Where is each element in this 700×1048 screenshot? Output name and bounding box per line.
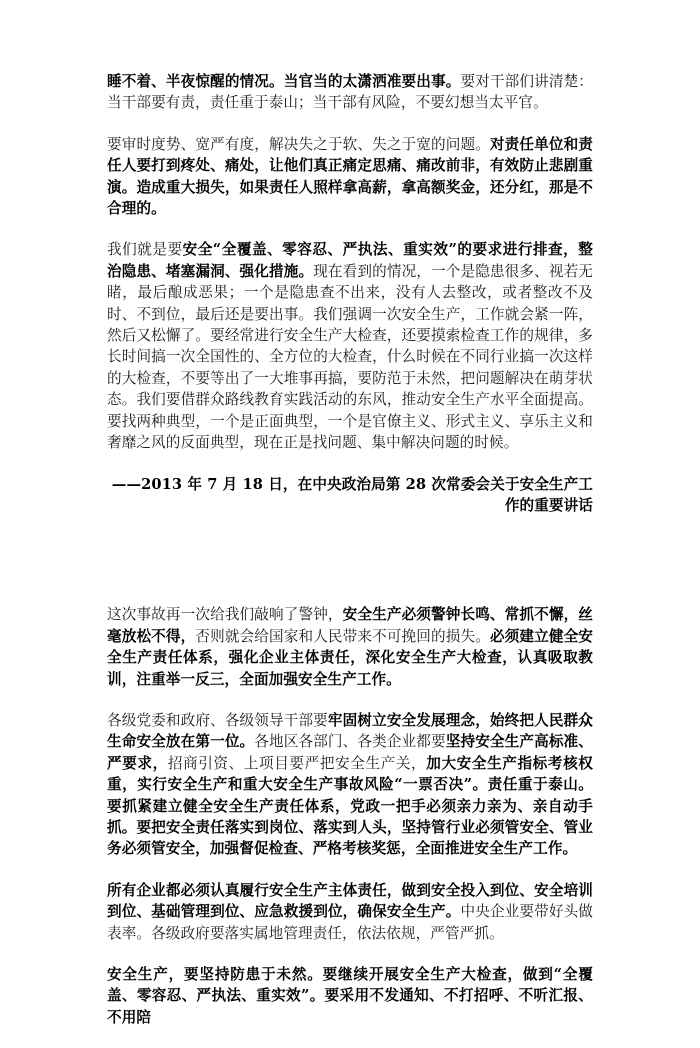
paragraph <box>107 604 593 690</box>
body-text: 否则就会给国家和人民带来不可挽回的损失。 <box>195 627 490 645</box>
emphasized-text: 必须建立健全安全生产责任体系，强化企业主体责任，深化安全生产大检查，认真吸取教训，注重举一反三，全面加强安全生产工作。 <box>107 627 593 688</box>
paragraph <box>107 239 593 453</box>
paragraph <box>107 71 593 114</box>
emphasized-text: 对责任单位和责任人要打到疼处、痛处，让他们真正痛定思痛、痛改前非，有效防止悲剧重演。造成重大损失，如果责任人照样拿高薪，拿高额奖金，还分红，那是不合理的。 <box>107 135 593 218</box>
body-text: 各级党委和政府、各级领导干部要 <box>107 711 328 729</box>
emphasized-text: 安全生产，要坚持防患于未然。要继续开展安全生产大检查，做到“全覆盖、零容忍、严执法、重实效”。要采用不发通知、不打招呼、不听汇报、不用陪 <box>107 966 593 1026</box>
speech-attribution: ——2013 年 7 月 18 日，在中央政治局第 28 次常委会关于安全生产工作的重要讲话 <box>111 475 593 514</box>
document-page <box>107 71 593 1048</box>
paragraph <box>107 710 593 860</box>
emphasized-text: 加大安全生产指标考核权重，实行安全生产和重大安全生产事故风险“一票否决”。责任重于泰山。要抓紧建立健全安全生产责任体系，党政一把手必须亲力亲为、亲自动手抓。要把安全责任落实到岗位、落实到人头，坚持管行业必须管安全、管业务必须管安全，加强督促检查、严格考核奖惩，全面推进安全生产工作。 <box>107 754 593 858</box>
paragraph <box>107 964 593 1028</box>
paragraph <box>107 134 593 220</box>
emphasized-text: 睡不着、半夜惊醒的情况。当官当的太潇洒准要出事。 <box>107 73 461 90</box>
emphasized-text: 所有企业都必须认真履行安全生产主体责任，做到安全投入到位、安全培训到位、基础管理到位、应急救援到位，确保安全生产。 <box>107 881 593 921</box>
emphasized-text: 牢固树立安全发展理念，始终把人民群众生命安全放在第一位。 <box>107 711 593 751</box>
emphasized-text: 安全“全覆盖、零容忍、严执法、重实效”的要求进行排查，整治隐患、堵塞漏洞、强化措施。 <box>107 241 593 280</box>
body-text: 我们就是要 <box>107 241 183 259</box>
body-text: 要对干部们讲清楚：当干部要有责，责任重于泰山；当干部有风险，不要幻想当太平官。 <box>107 73 594 112</box>
body-text: 要审时度势、宽严有度，解决失之于软、失之于宽的问题。 <box>107 135 490 153</box>
body-text: 这次事故再一次给我们敲响了警钟， <box>107 606 343 624</box>
body-text: 中央企业要带好头做表率。各级政府要落实属地管理责任，依法依规，严管严抓。 <box>107 903 594 942</box>
body-text: 各地区各部门、各类企业都要 <box>254 733 446 751</box>
section-spacer <box>107 516 593 604</box>
paragraph <box>107 880 593 944</box>
body-text: 招商引资、上项目要严把安全生产关， <box>167 754 427 772</box>
body-text: 现在看到的情况，一个是隐患很多、视若无睹，最后酿成恶果；一个是隐患查不出来，没有人去整改，或者整改不及时、不到位，最后还是要出事。我们强调一次安全生产，工作就会紧一阵，然后又松懈了。要经常进行安全生产大检查，还要摸索检查工作的规律，多长时间搞一次全国性的、全方位的大检查，什么时候在不同行业搞一次这样的大检查，不要等出了一大堆事再搞，要防范于未然，把问题解决在萌芽状态。我们要借群众路线教育实践活动的东风，推动安全生产水平全面提高。要找两种典型，一个是正面典型，一个是官僚主义、形式主义、享乐主义和奢靡之风的反面典型，现在正是找问题、集中解决问题的时候。 <box>107 262 594 452</box>
section-2 <box>107 604 593 1028</box>
emphasized-text: 坚持安全生产高标准、严要求， <box>107 733 593 772</box>
emphasized-text: 安全生产必须警钟长鸣、常抓不懈，丝毫放松不得， <box>107 606 593 645</box>
section-1 <box>107 71 593 516</box>
